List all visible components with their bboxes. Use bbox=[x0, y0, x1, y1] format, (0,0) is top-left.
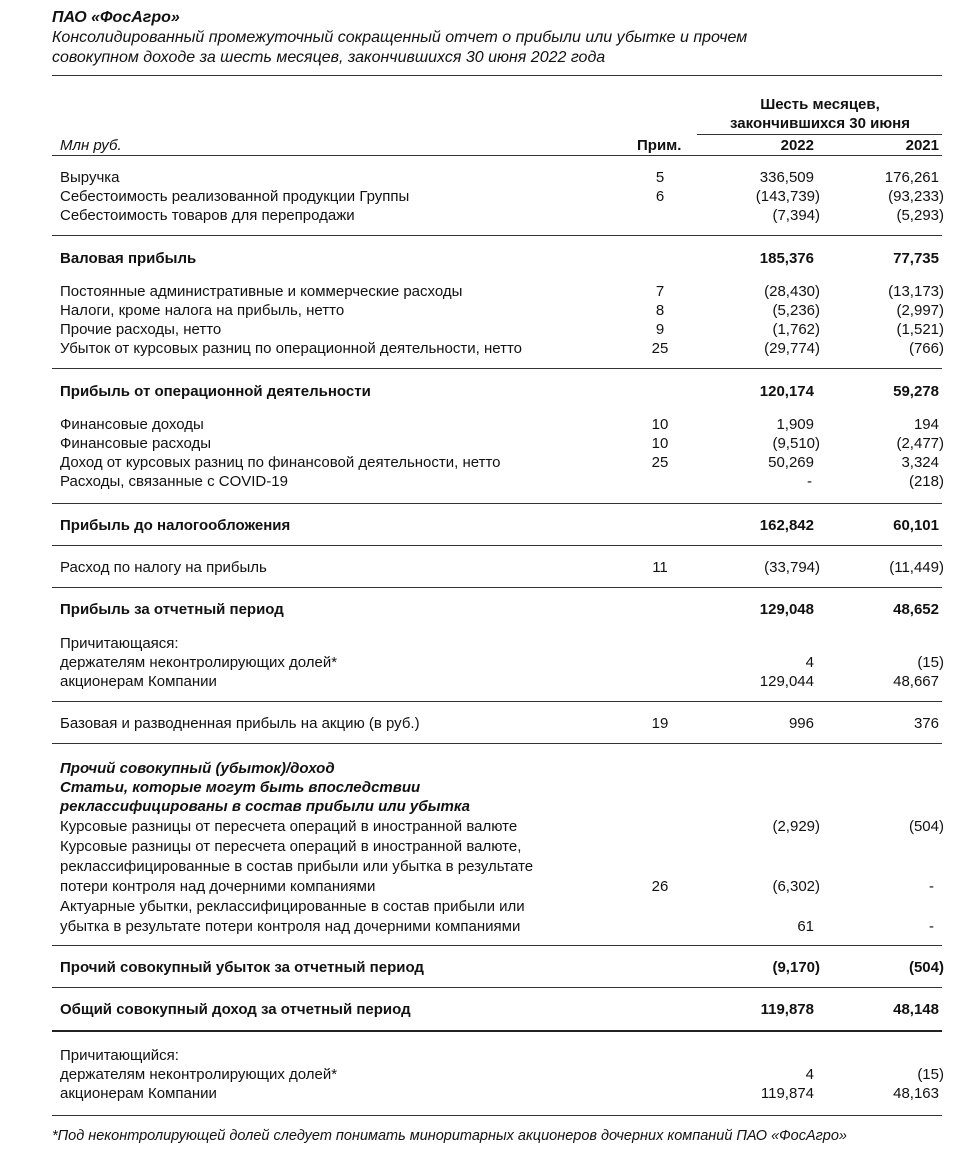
row-label-oci-total: Прочий совокупный убыток за отчетный период bbox=[60, 959, 424, 976]
row-value-2022: 1,909 bbox=[776, 416, 814, 433]
row-value-2021: (2,997) bbox=[896, 302, 944, 319]
row-label-profit-before-tax: Прибыль до налогообложения bbox=[60, 517, 291, 534]
row-value-2021: (15) bbox=[917, 1066, 944, 1083]
row-note: 25 bbox=[651, 454, 669, 471]
section-heading-oci: Прочий совокупный (убыток)/доход bbox=[60, 760, 335, 777]
row-label-total-comprehensive-income: Общий совокупный доход за отчетный период bbox=[60, 1001, 411, 1018]
period-header-line2: закончившихся 30 июня bbox=[730, 115, 910, 132]
row-label: Себестоимость товаров для перепродажи bbox=[60, 207, 355, 224]
row-value-2021: 59,278 bbox=[893, 383, 939, 400]
row-value-2021: (93,233) bbox=[888, 188, 944, 205]
row-divider bbox=[52, 368, 942, 369]
row-divider bbox=[52, 587, 942, 588]
row-label: акционерам Компании bbox=[60, 1085, 217, 1102]
row-value-2022: (143,739) bbox=[755, 188, 820, 205]
section-subheading: реклассифицированы в состав прибыли или убытка bbox=[60, 798, 470, 815]
row-value-2021: 48,163 bbox=[893, 1085, 939, 1102]
row-value-2021: - bbox=[929, 918, 934, 935]
row-value-2021: (2,477) bbox=[896, 435, 944, 452]
row-value-2022: (29,774) bbox=[764, 340, 820, 357]
row-value-2022: 119,874 bbox=[760, 1085, 814, 1102]
row-divider bbox=[52, 945, 942, 946]
row-value-2022: (6,302) bbox=[772, 878, 820, 895]
footer-divider bbox=[52, 1115, 942, 1116]
row-label: Прочие расходы, нетто bbox=[60, 321, 222, 338]
row-label: Актуарные убытки, реклассифицированные в состав прибыли или bbox=[60, 898, 525, 915]
row-label-profit-for-period: Прибыль за отчетный период bbox=[60, 601, 284, 618]
row-value-2022: 119,878 bbox=[760, 1001, 814, 1018]
row-label: реклассифицированные в состав прибыли или убытка в результате bbox=[60, 858, 534, 875]
row-label: Курсовые разницы от пересчета операций в иностранной валюте bbox=[60, 818, 518, 835]
row-value-2022: 4 bbox=[805, 654, 814, 671]
row-value-2022: 129,044 bbox=[759, 673, 814, 690]
row-value-2021: 48,652 bbox=[893, 601, 939, 618]
total-divider bbox=[52, 1030, 942, 1032]
row-value-2021: - bbox=[929, 878, 934, 895]
row-value-2021: 376 bbox=[913, 715, 939, 732]
period-header-line1: Шесть месяцев, bbox=[760, 96, 880, 113]
row-note: 10 bbox=[651, 416, 669, 433]
row-label: Налоги, кроме налога на прибыль, нетто bbox=[60, 302, 345, 319]
period-header-underline bbox=[697, 134, 942, 135]
row-value-2022: (2,929) bbox=[772, 818, 820, 835]
row-label: Расход по налогу на прибыль bbox=[60, 559, 267, 576]
row-value-2021: 176,261 bbox=[884, 169, 939, 186]
row-value-2022: 4 bbox=[805, 1066, 814, 1083]
row-value-2021: 194 bbox=[913, 416, 939, 433]
row-label: Финансовые расходы bbox=[60, 435, 212, 452]
row-note: 9 bbox=[655, 321, 665, 338]
row-label-operating-profit: Прибыль от операционной деятельности bbox=[60, 383, 371, 400]
row-value-2021: (15) bbox=[917, 654, 944, 671]
row-note: 6 bbox=[655, 188, 665, 205]
row-label: потери контроля над дочерними компаниями bbox=[60, 878, 376, 895]
row-label: Причитающаяся: bbox=[60, 635, 179, 652]
row-label: Причитающийся: bbox=[60, 1047, 179, 1064]
column-header-divider bbox=[52, 155, 942, 156]
row-value-2022: - bbox=[807, 473, 812, 490]
year-2022-header: 2022 bbox=[780, 137, 814, 154]
row-value-2022: (9,170) bbox=[772, 959, 820, 976]
company-name: ПАО «ФосАгро» bbox=[52, 9, 180, 26]
row-label: Расходы, связанные с COVID-19 bbox=[60, 473, 288, 490]
row-label: Базовая и разводненная прибыль на акцию (в руб.) bbox=[60, 715, 420, 732]
row-value-2021: (504) bbox=[908, 818, 944, 835]
row-label: Доход от курсовых разниц по финансовой деятельности, нетто bbox=[60, 454, 501, 471]
row-value-2021: 3,324 bbox=[901, 454, 939, 471]
row-note: 10 bbox=[651, 435, 669, 452]
row-value-2022: (1,762) bbox=[772, 321, 820, 338]
row-label: акционерам Компании bbox=[60, 673, 217, 690]
row-label: убытка в результате потери контроля над дочерними компаниями bbox=[60, 918, 521, 935]
row-note: 8 bbox=[655, 302, 665, 319]
row-value-2022: (33,794) bbox=[764, 559, 820, 576]
row-divider bbox=[52, 503, 942, 504]
row-value-2021: 77,735 bbox=[893, 250, 939, 267]
row-value-2022: (28,430) bbox=[764, 283, 820, 300]
row-divider bbox=[52, 545, 942, 546]
row-value-2021: (13,173) bbox=[888, 283, 944, 300]
section-subheading: Статьи, которые могут быть впоследствии bbox=[60, 779, 421, 796]
row-divider bbox=[52, 701, 942, 702]
note-column-header: Прим. bbox=[637, 137, 682, 154]
row-label: Постоянные административные и коммерческие расходы bbox=[60, 283, 463, 300]
row-value-2022: 162,842 bbox=[759, 517, 814, 534]
footnote: *Под неконтролирующей долей следует понимать миноритарных акционеров дочерних компаний ПАО «ФосАгро» bbox=[52, 1128, 848, 1144]
row-note: 7 bbox=[655, 283, 665, 300]
row-value-2021: (766) bbox=[908, 340, 944, 357]
row-label: Выручка bbox=[60, 169, 120, 186]
row-label: Себестоимость реализованной продукции Группы bbox=[60, 188, 410, 205]
row-note: 19 bbox=[651, 715, 669, 732]
row-value-2022: 336,509 bbox=[759, 169, 814, 186]
row-value-2021: (504) bbox=[908, 959, 944, 976]
document-header bbox=[52, 8, 942, 68]
row-value-2022: 61 bbox=[797, 918, 814, 935]
row-label: Убыток от курсовых разниц по операционной деятельности, нетто bbox=[60, 340, 523, 357]
row-value-2021: (5,293) bbox=[896, 207, 944, 224]
units-label: Млн руб. bbox=[60, 137, 122, 154]
row-note: 25 bbox=[651, 340, 669, 357]
row-value-2021: (1,521) bbox=[896, 321, 944, 338]
row-divider bbox=[52, 235, 942, 236]
row-value-2021: (11,449) bbox=[889, 559, 944, 576]
row-divider bbox=[52, 987, 942, 988]
row-label: держателям неконтролирующих долей* bbox=[60, 654, 338, 671]
row-value-2022: (5,236) bbox=[772, 302, 820, 319]
row-value-2021: 48,667 bbox=[893, 673, 939, 690]
row-value-2022: 185,376 bbox=[759, 250, 814, 267]
row-value-2022: (9,510) bbox=[772, 435, 820, 452]
row-label: держателям неконтролирующих долей* bbox=[60, 1066, 338, 1083]
row-value-2022: 129,048 bbox=[759, 601, 814, 618]
row-value-2021: (218) bbox=[908, 473, 944, 490]
row-value-2022: 996 bbox=[788, 715, 814, 732]
row-label: Курсовые разницы от пересчета операций в иностранной валюте, bbox=[60, 838, 522, 855]
row-note: 11 bbox=[652, 559, 668, 576]
row-value-2022: (7,394) bbox=[772, 207, 820, 224]
row-label: Финансовые доходы bbox=[60, 416, 204, 433]
row-value-2021: 48,148 bbox=[893, 1001, 939, 1018]
row-label-gross-profit: Валовая прибыль bbox=[60, 250, 197, 267]
year-2021-header: 2021 bbox=[905, 137, 939, 154]
report-title-line2: совокупном доходе за шесть месяцев, закончившихся 30 июня 2022 года bbox=[52, 49, 606, 66]
row-note: 26 bbox=[651, 878, 669, 895]
header-divider bbox=[52, 75, 942, 76]
row-note: 5 bbox=[655, 169, 665, 186]
row-divider bbox=[52, 743, 942, 744]
row-value-2021: 60,101 bbox=[893, 517, 939, 534]
row-value-2022: 120,174 bbox=[759, 383, 814, 400]
report-title-line1: Консолидированный промежуточный сокращенный отчет о прибыли или убытке и прочем bbox=[52, 29, 748, 46]
row-value-2022: 50,269 bbox=[768, 454, 814, 471]
